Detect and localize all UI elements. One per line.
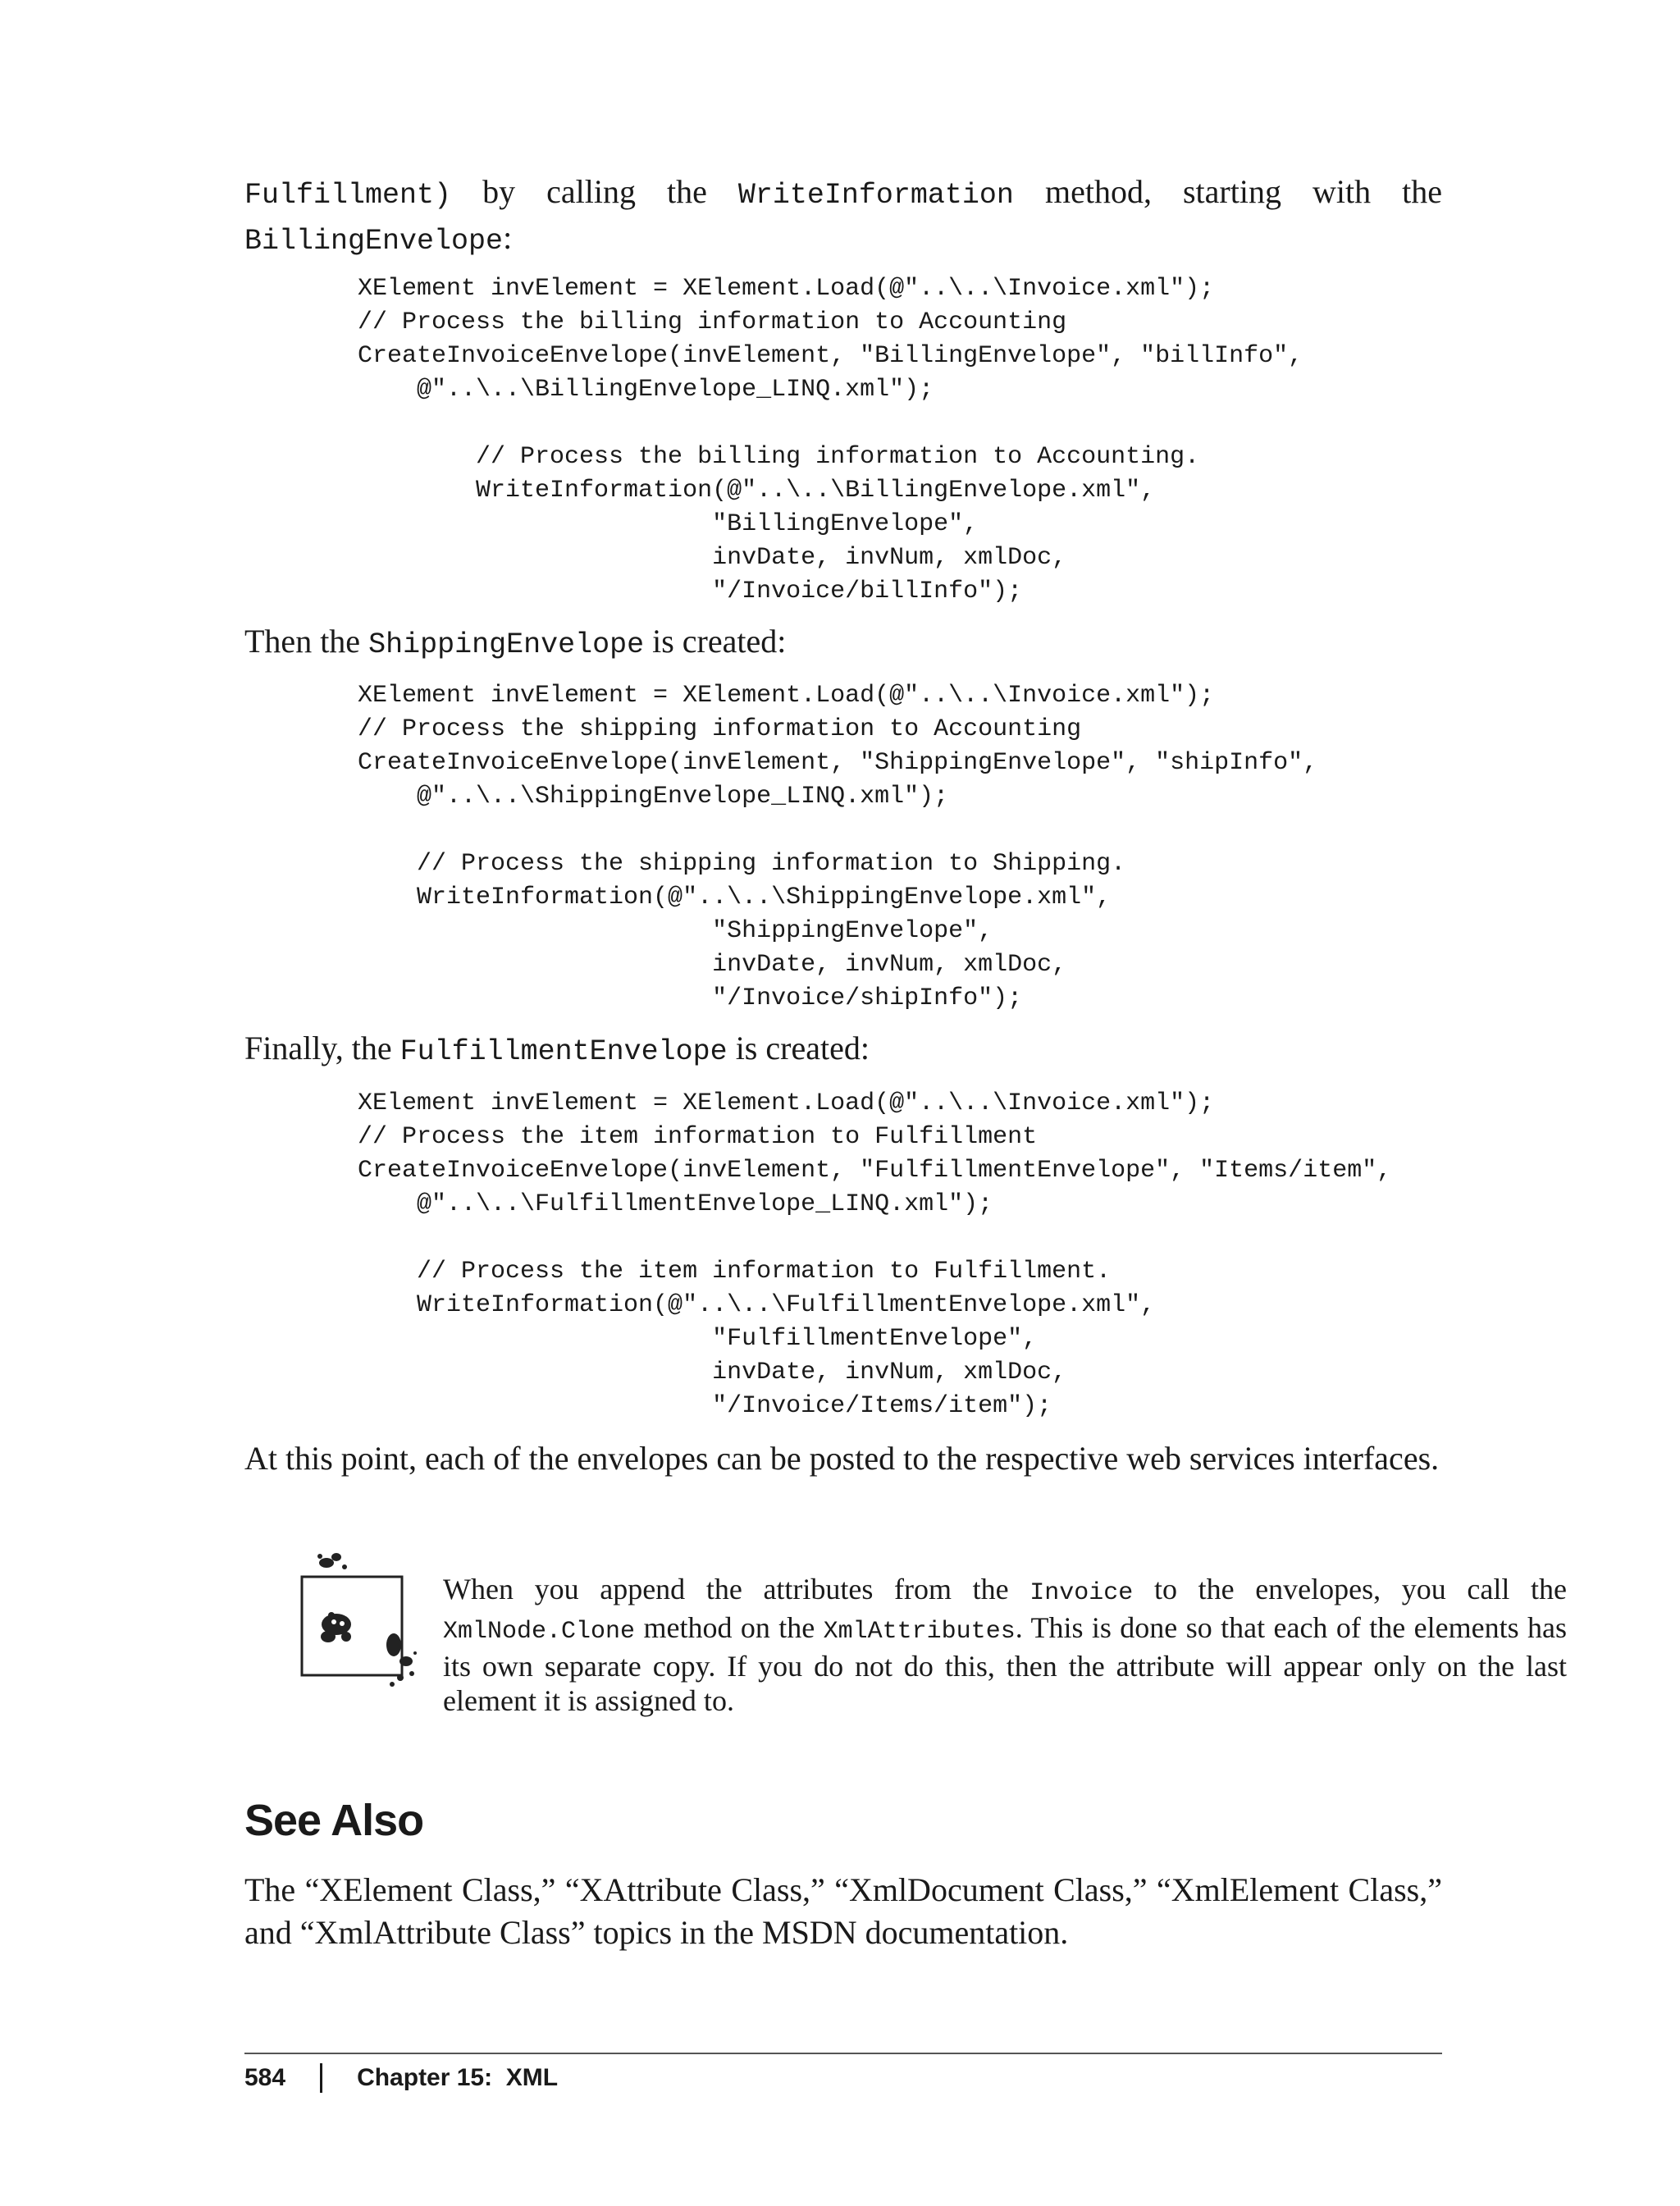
code-line: "BillingEnvelope",	[358, 510, 979, 538]
code-line: @"..\..\FulfillmentEnvelope_LINQ.xml");	[358, 1190, 993, 1218]
inline-code: XmlNode.Clone	[443, 1618, 636, 1646]
inline-code: XmlAttributes	[823, 1618, 1016, 1646]
code-line: // Process the shipping information to Shipping.	[358, 850, 1126, 878]
intro-paragraph	[244, 171, 1442, 263]
fulfillment-intro-paragraph	[244, 1027, 1442, 1073]
page-number: 584	[244, 2064, 286, 2091]
code-line	[358, 407, 1303, 441]
code-line: // Process the item information to Fulfillment.	[358, 1258, 1112, 1286]
code-line: // Process the shipping information to Accounting	[358, 715, 1082, 743]
note-text: . This is done so that each of the elements has its own separate copy. If you do not do this, then the attribute will appear only on the last element it is assigned to.	[443, 1611, 1567, 1717]
note-text: When you append the attributes from the	[443, 1573, 1030, 1605]
code-line: "/Invoice/shipInfo");	[358, 984, 1023, 1012]
code-line	[358, 814, 1317, 847]
inline-code: Invoice	[1029, 1579, 1134, 1607]
tip-text	[443, 1572, 1567, 1718]
code-line: invDate, invNum, xmlDoc,	[358, 544, 1067, 572]
paragraph-text: :	[503, 219, 513, 256]
see-also-paragraph: The “XElement Class,” “XAttribute Class,” “XmlDocument Class,” “XmlElement Class,” and “XmlAttribute Class” topics in the MSDN documentation.	[244, 1871, 1442, 1951]
section-heading: See Also	[244, 1796, 424, 1845]
paragraph-text: by calling the	[451, 173, 738, 210]
paragraph-text: is created:	[727, 1030, 870, 1066]
page-footer	[244, 2063, 558, 2093]
code-line: @"..\..\ShippingEnvelope_LINQ.xml");	[358, 783, 949, 811]
code-line: XElement invElement = XElement.Load(@"..\..\Invoice.xml");	[358, 682, 1215, 710]
paragraph-text: Finally, the	[244, 1030, 400, 1066]
inline-code: BillingEnvelope	[244, 225, 504, 258]
note-text: to the envelopes, you call the	[1133, 1573, 1567, 1605]
code-line: XElement invElement = XElement.Load(@"..\..\Invoice.xml");	[358, 275, 1215, 303]
raccoon-tip-icon	[295, 1546, 427, 1698]
code-line: "ShippingEnvelope",	[358, 917, 993, 945]
paragraph-text: method, starting with the	[1013, 173, 1442, 210]
shipping-intro-paragraph	[244, 620, 1442, 666]
book-page	[244, 0, 1567, 2206]
posted-paragraph: At this point, each of the envelopes can be posted to the respective web services interfaces.	[244, 1440, 1440, 1477]
code-line: invDate, invNum, xmlDoc,	[358, 951, 1067, 979]
paragraph-text: Then the	[244, 623, 369, 660]
code-line: // Process the item information to Fulfillment	[358, 1123, 1038, 1151]
inline-code: ShippingEnvelope	[368, 628, 645, 661]
code-line: CreateInvoiceEnvelope(invElement, "BillingEnvelope", "billInfo",	[358, 342, 1303, 370]
code-line: invDate, invNum, xmlDoc,	[358, 1359, 1067, 1386]
code-line: @"..\..\BillingEnvelope_LINQ.xml");	[358, 376, 934, 404]
inline-code: WriteInformation	[737, 179, 1014, 212]
code-block-billing	[358, 272, 1303, 609]
inline-code: Fulfillment)	[244, 179, 452, 212]
code-line: WriteInformation(@"..\..\FulfillmentEnvelope.xml",	[358, 1291, 1156, 1319]
tip-note	[443, 1572, 1567, 1718]
code-line: WriteInformation(@"..\..\BillingEnvelope.xml",	[358, 477, 1156, 505]
footer-separator	[320, 2063, 322, 2093]
inline-code: FulfillmentEnvelope	[399, 1035, 728, 1068]
code-block-shipping	[358, 679, 1317, 1016]
code-line: // Process the billing information to Accounting	[358, 308, 1067, 336]
code-block-fulfillment	[358, 1087, 1391, 1423]
code-line: "/Invoice/billInfo");	[358, 578, 1023, 605]
note-text: method on the	[635, 1611, 824, 1644]
code-line: XElement invElement = XElement.Load(@"..\..\Invoice.xml");	[358, 1089, 1215, 1117]
paragraph-text: is created:	[644, 623, 787, 660]
code-line: WriteInformation(@"..\..\ShippingEnvelope.xml",	[358, 884, 1112, 911]
code-line: // Process the billing information to Accounting.	[358, 443, 1200, 471]
code-line	[358, 1222, 1391, 1255]
footer-divider	[244, 2053, 1442, 2054]
code-line: "/Invoice/Items/item");	[358, 1392, 1052, 1420]
chapter-title: Chapter 15: XML	[357, 2064, 559, 2091]
code-line: CreateInvoiceEnvelope(invElement, "FulfillmentEnvelope", "Items/item",	[358, 1157, 1392, 1185]
code-line: "FulfillmentEnvelope",	[358, 1325, 1038, 1353]
code-line: CreateInvoiceEnvelope(invElement, "ShippingEnvelope", "shipInfo",	[358, 749, 1318, 777]
